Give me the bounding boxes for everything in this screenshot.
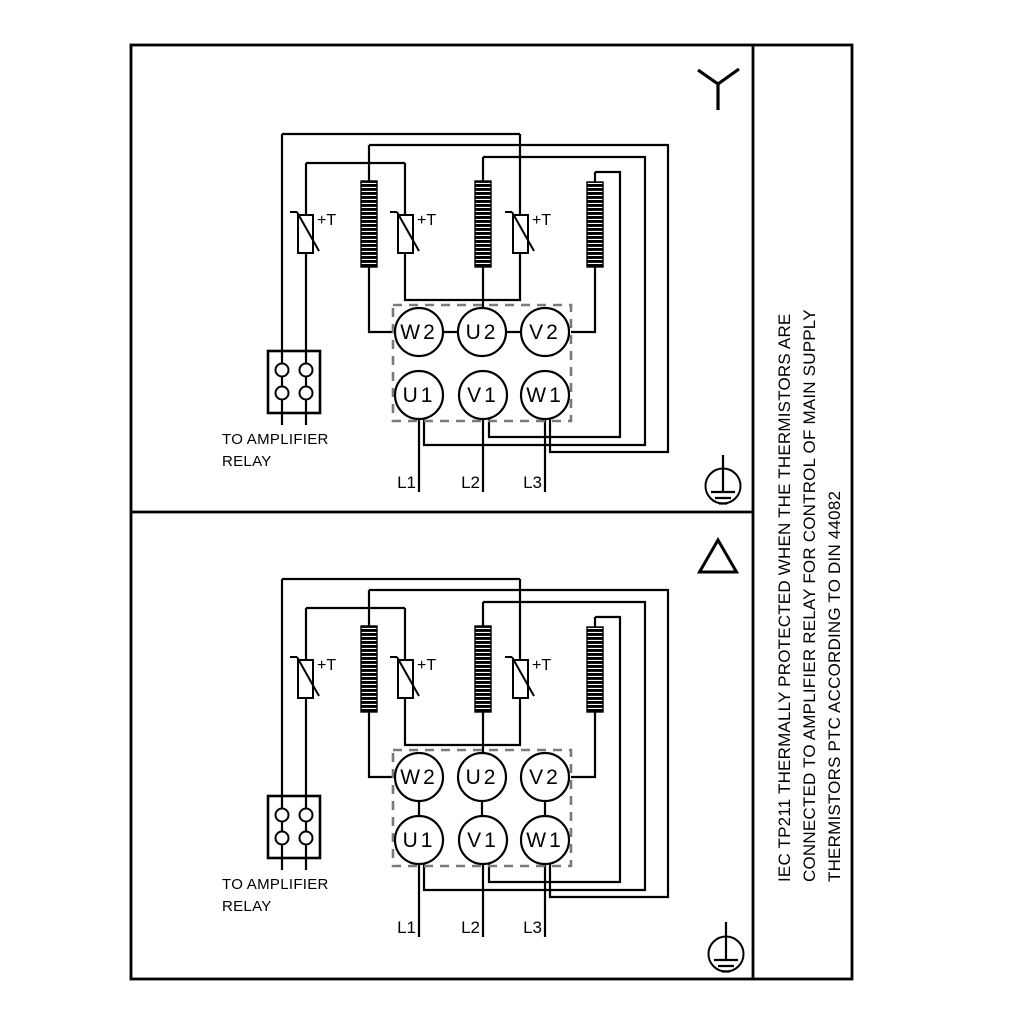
relay-caption-line2: RELAY — [222, 453, 272, 470]
terminal-label-w1: W1 — [526, 828, 564, 852]
phase-label-l3: L3 — [523, 918, 542, 937]
phase-label-l1: L1 — [397, 918, 416, 937]
phase-label-l1: L1 — [397, 473, 416, 492]
thermistor-label: +T — [417, 212, 437, 229]
delta-icon — [700, 540, 737, 572]
thermistor-label: +T — [317, 212, 337, 229]
terminal-label-w1: W1 — [526, 383, 564, 407]
side-note-line2: CONNECTED TO AMPLIFIER RELAY FOR CONTROL OF MAIN SUPPLY — [800, 309, 819, 882]
thermistor-label: +T — [317, 657, 337, 674]
terminal-label-v1: V1 — [467, 828, 499, 852]
terminal-label-w2: W2 — [400, 765, 438, 789]
terminal-label-v2: V2 — [529, 320, 561, 344]
terminal-label-v1: V1 — [467, 383, 499, 407]
phase-label-l2: L2 — [461, 473, 480, 492]
relay-caption-line1: TO AMPLIFIER — [222, 431, 329, 448]
terminal-label-u2: U2 — [465, 765, 499, 789]
thermistor-label: +T — [532, 657, 552, 674]
side-note-line3: THERMISTORS PTC ACCORDING TO DIN 44082 — [825, 490, 844, 882]
terminal-label-u2: U2 — [465, 320, 499, 344]
relay-caption-line1: TO AMPLIFIER — [222, 876, 329, 893]
side-note-line1: IEC TP211 THERMALLY PROTECTED WHEN THE THERMISTORS ARE — [775, 313, 794, 882]
phase-label-l3: L3 — [523, 473, 542, 492]
terminal-label-u1: U1 — [402, 828, 436, 852]
thermistor-label: +T — [532, 212, 552, 229]
earth-ground-icon — [706, 455, 741, 504]
earth-ground-icon — [709, 922, 744, 972]
star-icon — [698, 69, 739, 110]
terminal-label-w2: W2 — [400, 320, 438, 344]
terminal-label-u1: U1 — [402, 383, 436, 407]
terminal-label-v2: V2 — [529, 765, 561, 789]
thermistor-label: +T — [417, 657, 437, 674]
relay-caption-line2: RELAY — [222, 898, 272, 915]
phase-label-l2: L2 — [461, 918, 480, 937]
delta-series-links — [419, 801, 545, 816]
